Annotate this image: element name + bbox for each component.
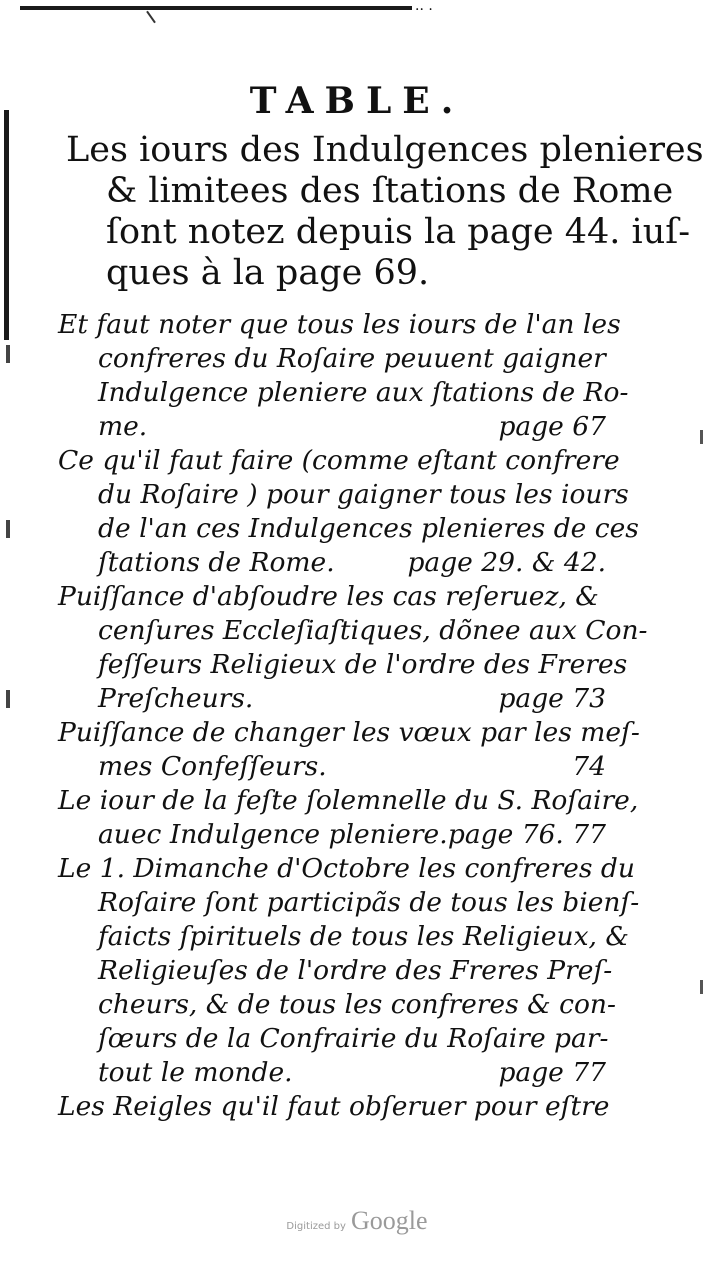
entry-line: Le 1. Dimanche d'Octobre les confreres du <box>58 853 635 884</box>
entry-line: de l'an ces Indulgences plenieres de ces <box>98 513 639 544</box>
entry-line: confreres du Roſaire peuuent gaigner <box>98 343 606 374</box>
entry-last-line <box>58 1056 606 1090</box>
digitized-label: Digitized by <box>286 1221 346 1232</box>
entry-text: Preſcheurs. <box>98 683 254 714</box>
left-margin-mark <box>6 690 10 708</box>
entry-line: Et faut noter que tous les iours de l'an les <box>58 309 621 340</box>
table-entry <box>58 852 640 1090</box>
page-reference: 74 <box>572 751 606 782</box>
page-reference: page 76. 77 <box>447 819 606 850</box>
entry-line: Ce qu'il faut faire (comme eſtant confrere <box>58 445 620 476</box>
entry-text: tout le monde. <box>98 1057 293 1088</box>
right-margin-mark <box>700 430 703 444</box>
entry-text: ſtations de Rome. <box>98 547 335 578</box>
page-reference: page 29. & 42. <box>407 547 606 578</box>
entry-text: auec Indulgence pleniere. <box>98 819 448 850</box>
entry-text: me. <box>98 411 148 442</box>
entry-last-line <box>58 818 606 852</box>
intro-line: ſont notez depuis la page 44. iuſ- <box>106 212 691 252</box>
entry-line: cenſures Eccleſiaſtiques, dõnee aux Con- <box>98 615 648 646</box>
entry-last-line <box>58 682 606 716</box>
top-ink-mark <box>146 11 156 24</box>
entry-line: Roſaire ſont participãs de tous les bienſ- <box>98 887 640 918</box>
entry-last-line <box>58 750 606 784</box>
left-margin-bar <box>4 110 9 340</box>
intro-line: ques à la page 69. <box>106 253 430 293</box>
entry-line: Le iour de la feſte ſolemnelle du S. Roſaire, <box>58 785 639 816</box>
table-entry <box>58 1090 610 1124</box>
entry-last-line <box>58 410 606 444</box>
entry-line: faicts ſpirituels de tous les Religieux, & <box>98 921 629 952</box>
intro-paragraph <box>66 130 704 294</box>
entry-line: Religieuſes de l'ordre des Freres Preſ- <box>98 955 613 986</box>
top-border-rule <box>20 6 412 10</box>
entry-line: feſſeurs Religieux de l'ordre des Freres <box>98 649 628 680</box>
intro-line: Les iours des Indulgences plenieres <box>66 130 704 170</box>
entry-line: Puiſſance d'abſoudre les cas reſeruez, & <box>58 581 599 612</box>
page-reference: page 77 <box>498 1057 606 1088</box>
intro-line: & limitees des ſtations de Rome <box>106 171 674 211</box>
entry-line: cheurs, & de tous les confreres & con- <box>98 989 616 1020</box>
top-ink-dots: ·· · <box>415 2 433 18</box>
table-entry <box>58 580 648 716</box>
entry-line: Puiſſance de changer les vœux par les meſ- <box>58 717 640 748</box>
entry-line: Indulgence pleniere aux ſtations de Ro- <box>98 377 629 408</box>
entry-line: Les Reigles qu'il faut obſeruer pour eſtre <box>58 1091 610 1122</box>
entry-line: ſœurs de la Confrairie du Roſaire par- <box>98 1023 609 1054</box>
entry-last-line <box>58 546 606 580</box>
left-margin-mark <box>6 520 10 538</box>
table-entry <box>58 784 639 852</box>
google-watermark <box>0 1206 714 1236</box>
right-margin-mark <box>700 980 703 994</box>
table-entry <box>58 444 639 580</box>
page-title: TABLE. <box>249 80 465 122</box>
page-reference: page 67 <box>498 411 606 442</box>
google-logo: Google <box>351 1206 428 1235</box>
entry-line: du Roſaire ) pour gaigner tous les iours <box>98 479 629 510</box>
page-reference: page 73 <box>498 683 606 714</box>
entry-text: mes Confeſſeurs. <box>98 751 327 782</box>
table-entries <box>58 308 648 1124</box>
left-margin-mark <box>6 345 10 363</box>
table-entry <box>58 308 629 444</box>
table-entry <box>58 716 640 784</box>
